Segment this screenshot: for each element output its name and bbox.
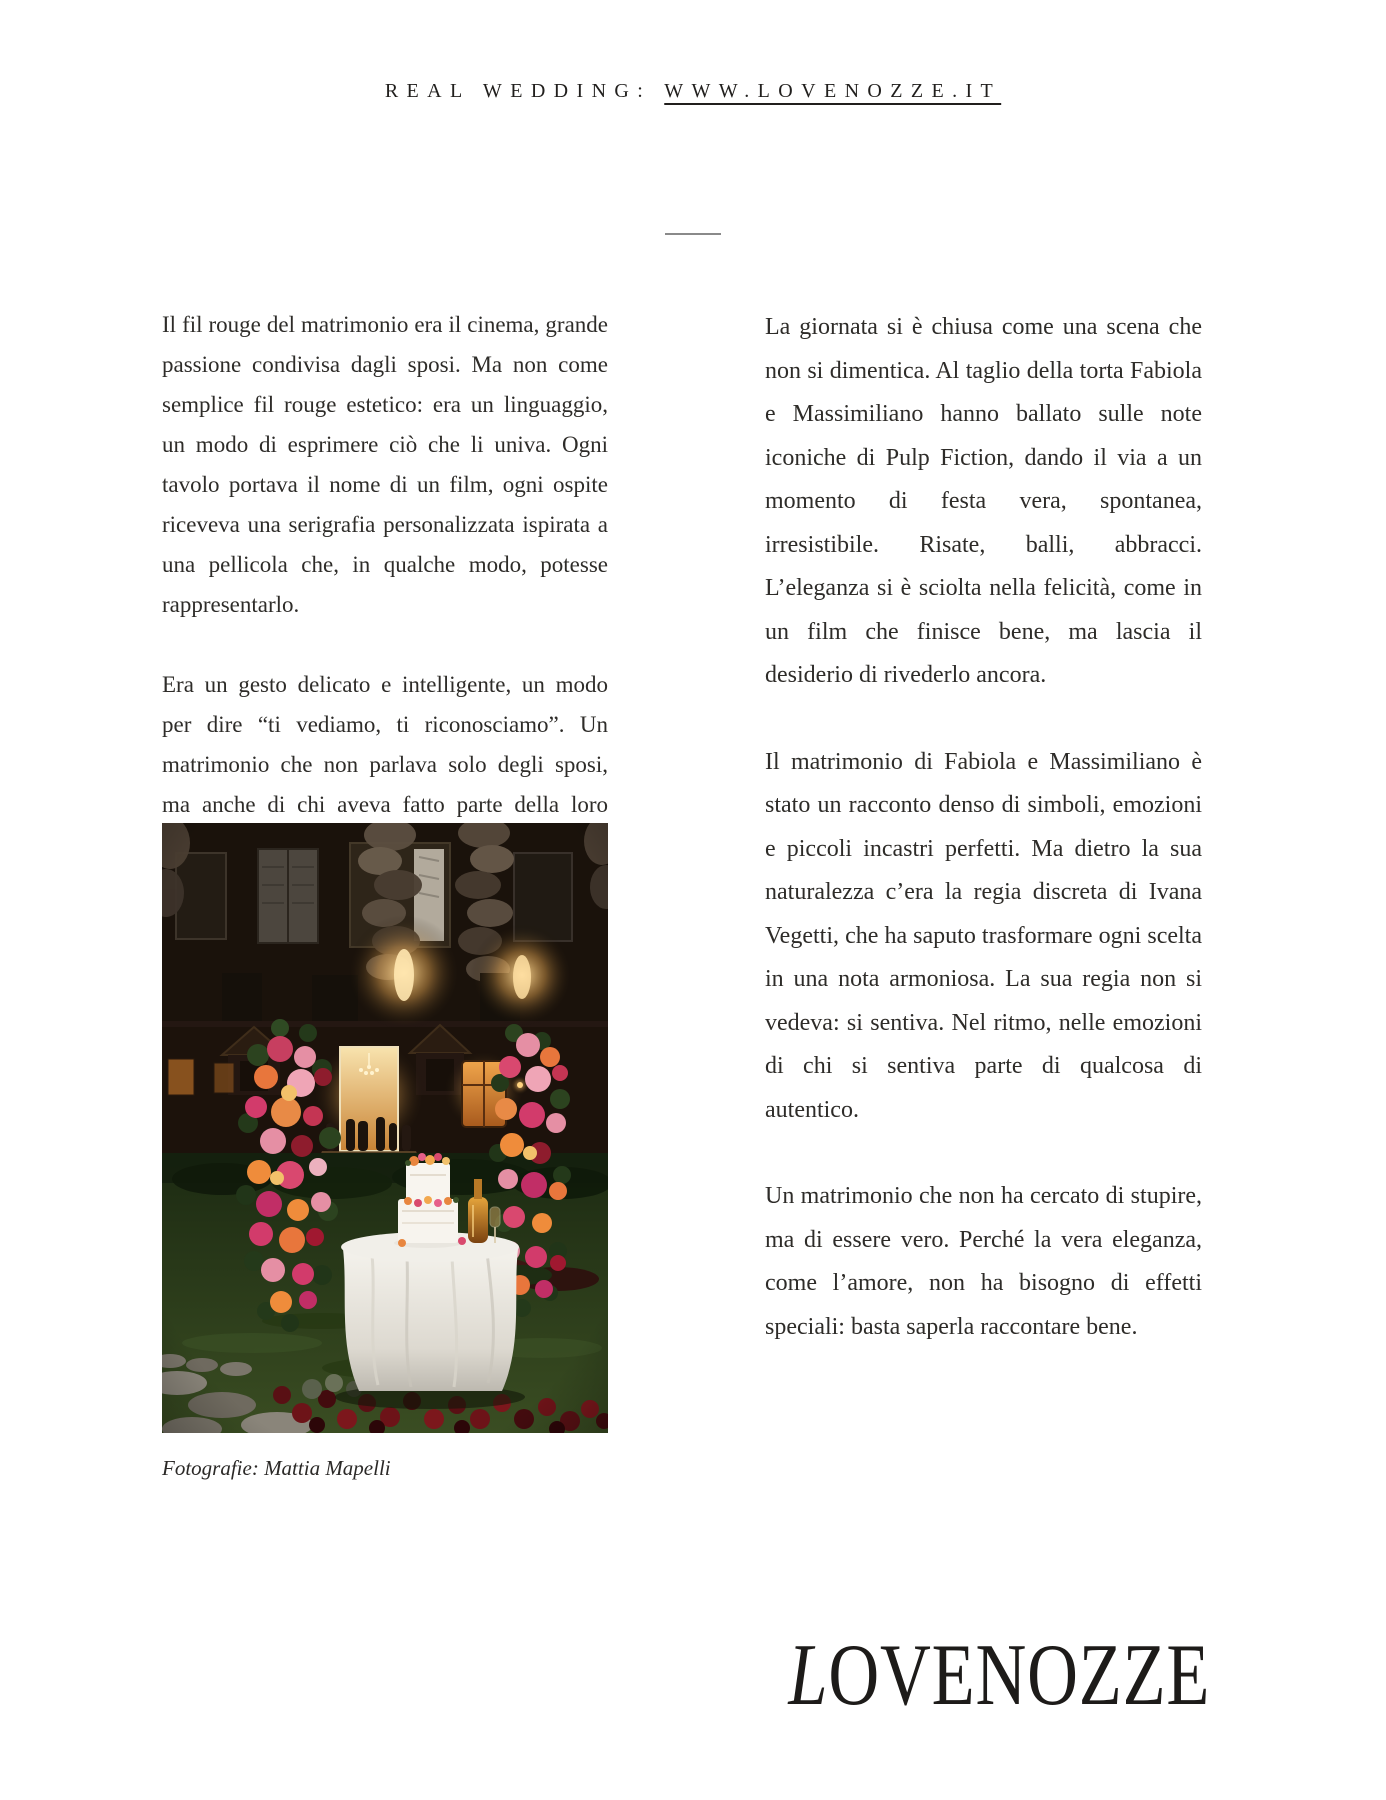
masthead — [0, 80, 1386, 103]
paragraph: Era un gesto delicato e intelligente, un modo per dire “ti vediamo, ti riconosciamo”. Un matrimonio che non parlava solo degli sposi, ma anche di chi aveva fatto parte della loro — [162, 672, 608, 817]
paragraph: La giornata si è chiusa come una scena che non si dimentica. Al taglio della torta Fabiola e Massimiliano hanno ballato sulle note iconiche di Pulp Fiction, dando il via a un momento di festa vera, spontanea, irresistibile. Risate, balli, abbracci. L’eleganza si è sciolta nella felicità, come in un film che finisce bene, ma lascia il desiderio di rivederlo ancora. — [765, 314, 1202, 688]
section-divider — [665, 233, 721, 235]
photo-caption: Fotografie: Mattia Mapelli — [162, 1456, 391, 1480]
wedding-photo-illustration — [162, 823, 608, 1433]
article-left-column — [162, 305, 608, 905]
paragraph: Il matrimonio di Fabiola e Massimiliano è stato un racconto denso di simboli, emozioni e piccoli incastri perfetti. Ma dietro la sua naturalezza c’era la regia discreta di Ivana Vegetti, che ha saputo trasformare ogni scelta in una nota armoniosa. La sua regia non si vedeva: si sentiva. Nel ritmo, nelle emozioni di chi si sentiva parte di qualcosa di autentico. — [765, 748, 1202, 1123]
paragraph: Il fil rouge del matrimonio era il cinema, grande passione condivisa dagli sposi. Ma non come semplice fil rouge estetico: era un linguaggio, un modo di esprimere ciò che li univa. Ogni tavolo portava il nome di un film, ogni ospite riceveva una serigrafia personalizzata ispirata a una pellicola che, in qualche modo, potesse rappresentarlo. — [162, 312, 608, 617]
magazine-logo-initial: L — [788, 1627, 829, 1724]
masthead-label: REAL WEDDING: — [384, 80, 665, 102]
masthead-site-link[interactable]: WWW.LOVENOZZE.IT — [664, 80, 1002, 102]
magazine-logo-rest: OVENOZZE — [828, 1627, 1210, 1724]
paragraph: Un matrimonio che non ha cercato di stupire, ma di essere vero. Perché la vera eleganza, come l’amore, non ha bisogno di effetti speciali: basta saperla raccontare bene. — [765, 1183, 1202, 1340]
wedding-photo — [162, 823, 608, 1433]
article-right-column — [765, 306, 1202, 1392]
magazine-logo — [788, 1627, 1210, 1724]
